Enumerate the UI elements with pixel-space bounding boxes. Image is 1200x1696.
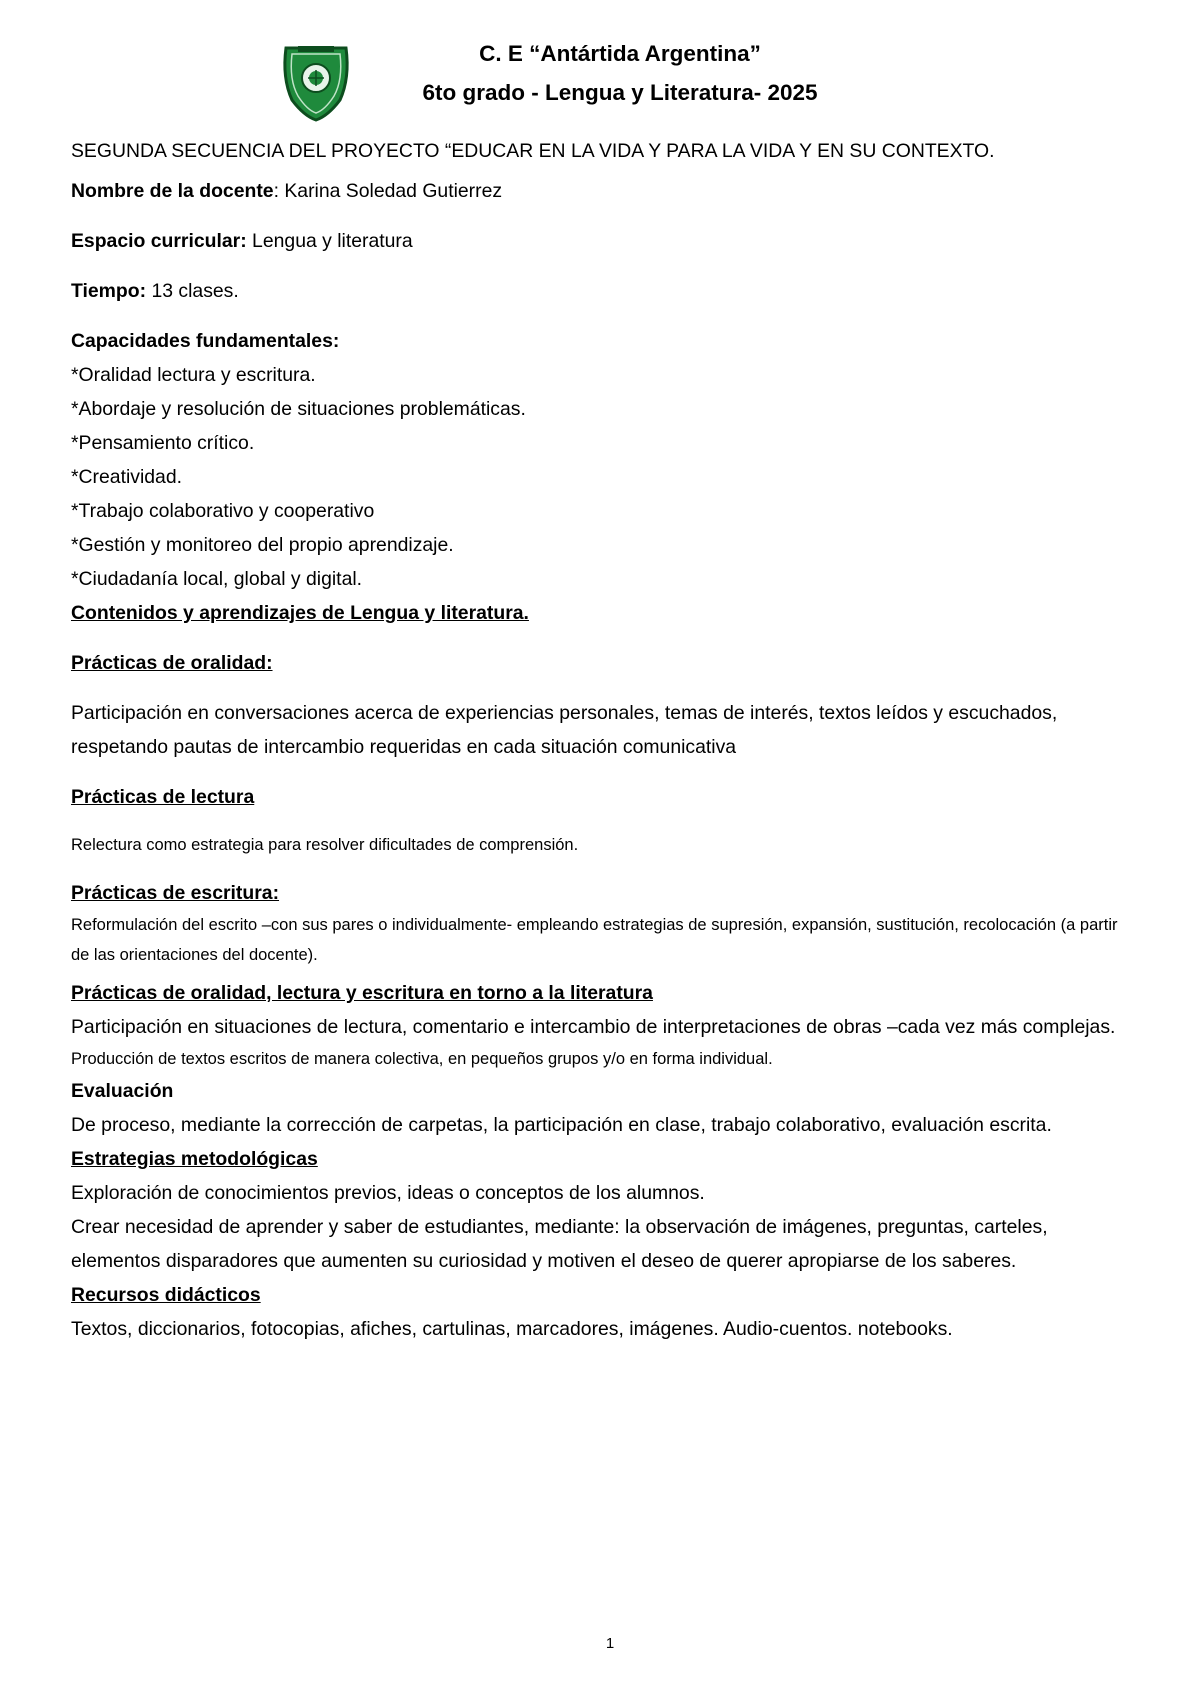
teacher-label: Nombre de la docente (71, 180, 274, 202)
capacity-item: *Trabajo colaborativo y cooperativo (71, 500, 375, 522)
literature-production-text: Producción de textos escritos de manera colectiva, en pequeños grupos y/o en forma individual. (71, 1050, 773, 1068)
curricular-space-line (71, 224, 1136, 258)
evaluation-heading: Evaluación (71, 1080, 174, 1102)
school-shield-logo-icon (278, 38, 354, 122)
strategies-text-1: Exploración de conocimientos previos, ideas o conceptos de los alumnos. (71, 1182, 705, 1204)
reading-practices-text: Relectura como estrategia para resolver dificultades de comprensión. (71, 836, 579, 854)
writing-practices-text: Reformulación del escrito –con sus pares o individualmente- empleando estrategias de supresión, expansión, sustitución, recolocación (a partir de las orientaciones del docente). (71, 916, 1118, 964)
capacity-item: *Pensamiento crítico. (71, 432, 255, 454)
page-number: 1 (605, 1635, 615, 1652)
time-line (71, 274, 1136, 308)
teacher-value: : Karina Soledad Gutierrez (273, 180, 503, 202)
evaluation-text: De proceso, mediante la corrección de carpetas, la participación en clase, trabajo colaborativo, evaluación escrita. (71, 1114, 1052, 1136)
capacity-item: *Ciudadanía local, global y digital. (71, 568, 363, 590)
curricular-space-value: Lengua y literatura (246, 230, 413, 252)
teacher-line (71, 174, 1136, 208)
writing-practices-heading: Prácticas de escritura: (71, 882, 280, 904)
time-value: 13 clases. (146, 280, 239, 302)
grade-subject-line: 6to grado - Lengua y Literatura- 2025 (422, 80, 818, 105)
resources-text: Textos, diccionarios, fotocopias, afiches, cartulinas, marcadores, imágenes. Audio-cuentos. notebooks. (71, 1318, 953, 1340)
oral-practices-text: Participación en conversaciones acerca de experiencias personales, temas de interés, textos leídos y escuchados, respetando pautas de intercambio requeridas en cada situación comunicativa (71, 702, 1058, 758)
strategies-text-2: Crear necesidad de aprender y saber de estudiantes, mediante: la observación de imágenes, preguntas, carteles, elementos disparadores que aumenten su curiosidad y motiven el deseo de querer apropiarse de los saberes. (71, 1216, 1048, 1272)
literature-practices-heading: Prácticas de oralidad, lectura y escritura en torno a la literatura (71, 982, 653, 1004)
capacity-item: *Gestión y monitoreo del propio aprendizaje. (71, 534, 454, 556)
project-title: SEGUNDA SECUENCIA DEL PROYECTO “EDUCAR EN LA VIDA Y PARA LA VIDA Y EN SU CONTEXTO. (71, 140, 995, 162)
capacity-item: *Abordaje y resolución de situaciones problemáticas. (71, 398, 526, 420)
capacities-heading: Capacidades fundamentales: (71, 330, 340, 352)
literature-practices-text: Participación en situaciones de lectura, comentario e intercambio de interpretaciones de obras –cada vez más complejas. (71, 1016, 1116, 1038)
time-label: Tiempo: (71, 280, 147, 302)
capacity-item: *Creatividad. (71, 466, 183, 488)
resources-heading: Recursos didácticos (71, 1284, 261, 1306)
capacity-item: *Oralidad lectura y escritura. (71, 364, 316, 386)
strategies-heading: Estrategias metodológicas (71, 1148, 318, 1170)
curricular-space-label: Espacio curricular: (71, 230, 247, 252)
reading-practices-heading: Prácticas de lectura (71, 786, 255, 808)
oral-practices-heading: Prácticas de oralidad: (71, 652, 273, 674)
school-name: C. E “Antártida Argentina” (479, 41, 761, 66)
contents-heading: Contenidos y aprendizajes de Lengua y literatura. (71, 602, 529, 624)
document-body (71, 134, 1136, 1346)
